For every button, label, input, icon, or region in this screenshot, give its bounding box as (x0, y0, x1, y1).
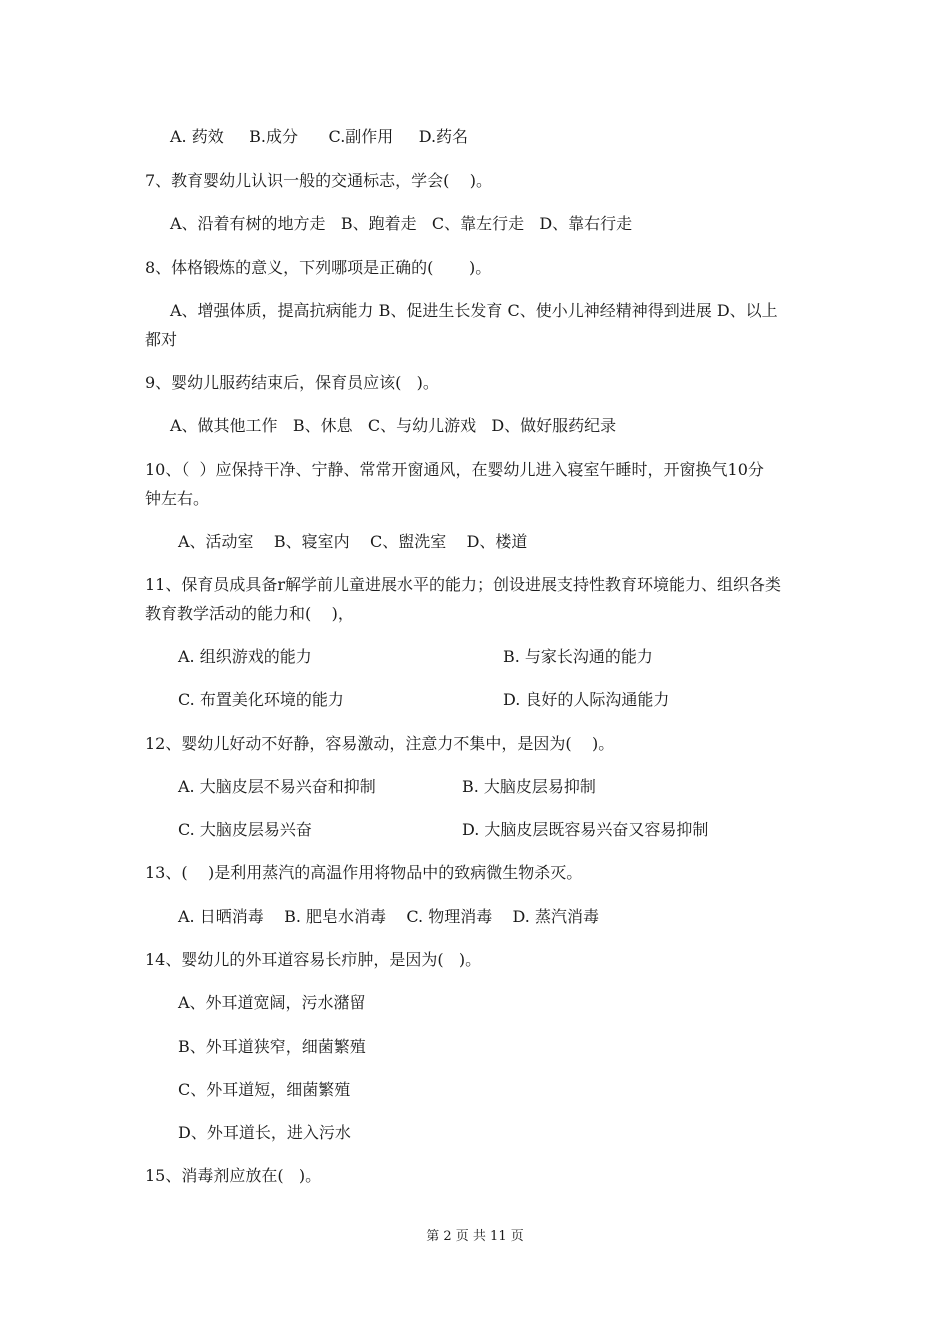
line-q7-stem: 7、教育婴幼儿认识一般的交通标志，学会( )。 (145, 171, 493, 190)
line-q12-option-d: D. 大脑皮层既容易兴奋又容易抑制 (462, 820, 709, 839)
line-q11-option-a: A. 组织游戏的能力 (178, 647, 312, 666)
line-q8-stem: 8、体格锻炼的意义，下列哪项是正确的( )。 (145, 258, 492, 277)
line-q7-options: A、沿着有树的地方走 B、跑着走 C、靠左行走 D、靠右行走 (170, 214, 633, 233)
line-q8-options: A、增强体质，提高抗病能力 B、促进生长发育 C、使小儿神经精神得到进展 D、以上 (170, 301, 778, 320)
line-q11-option-c: C. 布置美化环境的能力 (178, 690, 344, 709)
line-q10-stem: 10、（ ）应保持干净、宁静、常常开窗通风，在婴幼儿进入寝室午睡时，开窗换气10分 (145, 460, 764, 479)
line-q14-option-c: C、外耳道短，细菌繁殖 (178, 1080, 351, 1099)
line-q14-stem: 14、婴幼儿的外耳道容易长疖肿，是因为( )。 (145, 950, 482, 969)
line-q12-option-c: C. 大脑皮层易兴奋 (178, 820, 312, 839)
line-q8-options-cont: 都对 (145, 330, 178, 349)
line-q9-options: A、做其他工作 B、休息 C、与幼儿游戏 D、做好服药纪录 (170, 416, 617, 435)
line-q14-option-a: A、外耳道宽阔，污水潴留 (178, 993, 366, 1012)
line-q10-stem-cont: 钟左右。 (145, 489, 210, 508)
line-q11-stem-cont: 教育教学活动的能力和( )， (145, 604, 354, 623)
line-q13-stem: 13、( )是利用蒸汽的高温作用将物品中的致病微生物杀灭。 (145, 863, 583, 882)
page-footer: 第 2 页 共 11 页 (426, 1229, 524, 1244)
line-q14-option-d: D、外耳道长，进入污水 (178, 1123, 351, 1142)
line-q13-options: A. 日晒消毒 B. 肥皂水消毒 C. 物理消毒 D. 蒸汽消毒 (178, 907, 599, 926)
line-q11-option-d: D. 良好的人际沟通能力 (503, 690, 670, 709)
line-q11-stem: 11、保育员成具备r解学前儿童进展水平的能力；创设进展支持性教育环境能力、组织各类 (145, 575, 782, 594)
line-q11-option-b: B. 与家长沟通的能力 (503, 647, 653, 666)
line-q10-options: A、活动室 B、寝室内 C、盥洗室 D、楼道 (178, 532, 528, 551)
line-q12-option-a: A. 大脑皮层不易兴奋和抑制 (178, 777, 376, 796)
line-q15-stem: 15、消毒剂应放在( )。 (145, 1166, 322, 1185)
line-q14-option-b: B、外耳道狭窄，细菌繁殖 (178, 1037, 366, 1056)
line-q6-options: A. 药效 B.成分 C.副作用 D.药名 (170, 127, 469, 146)
line-q12-option-b: B. 大脑皮层易抑制 (462, 777, 596, 796)
line-q9-stem: 9、婴幼儿服药结束后，保育员应该( )。 (145, 373, 439, 392)
line-q12-stem: 12、婴幼儿好动不好静，容易激动，注意力不集中，是因为( )。 (145, 734, 615, 753)
